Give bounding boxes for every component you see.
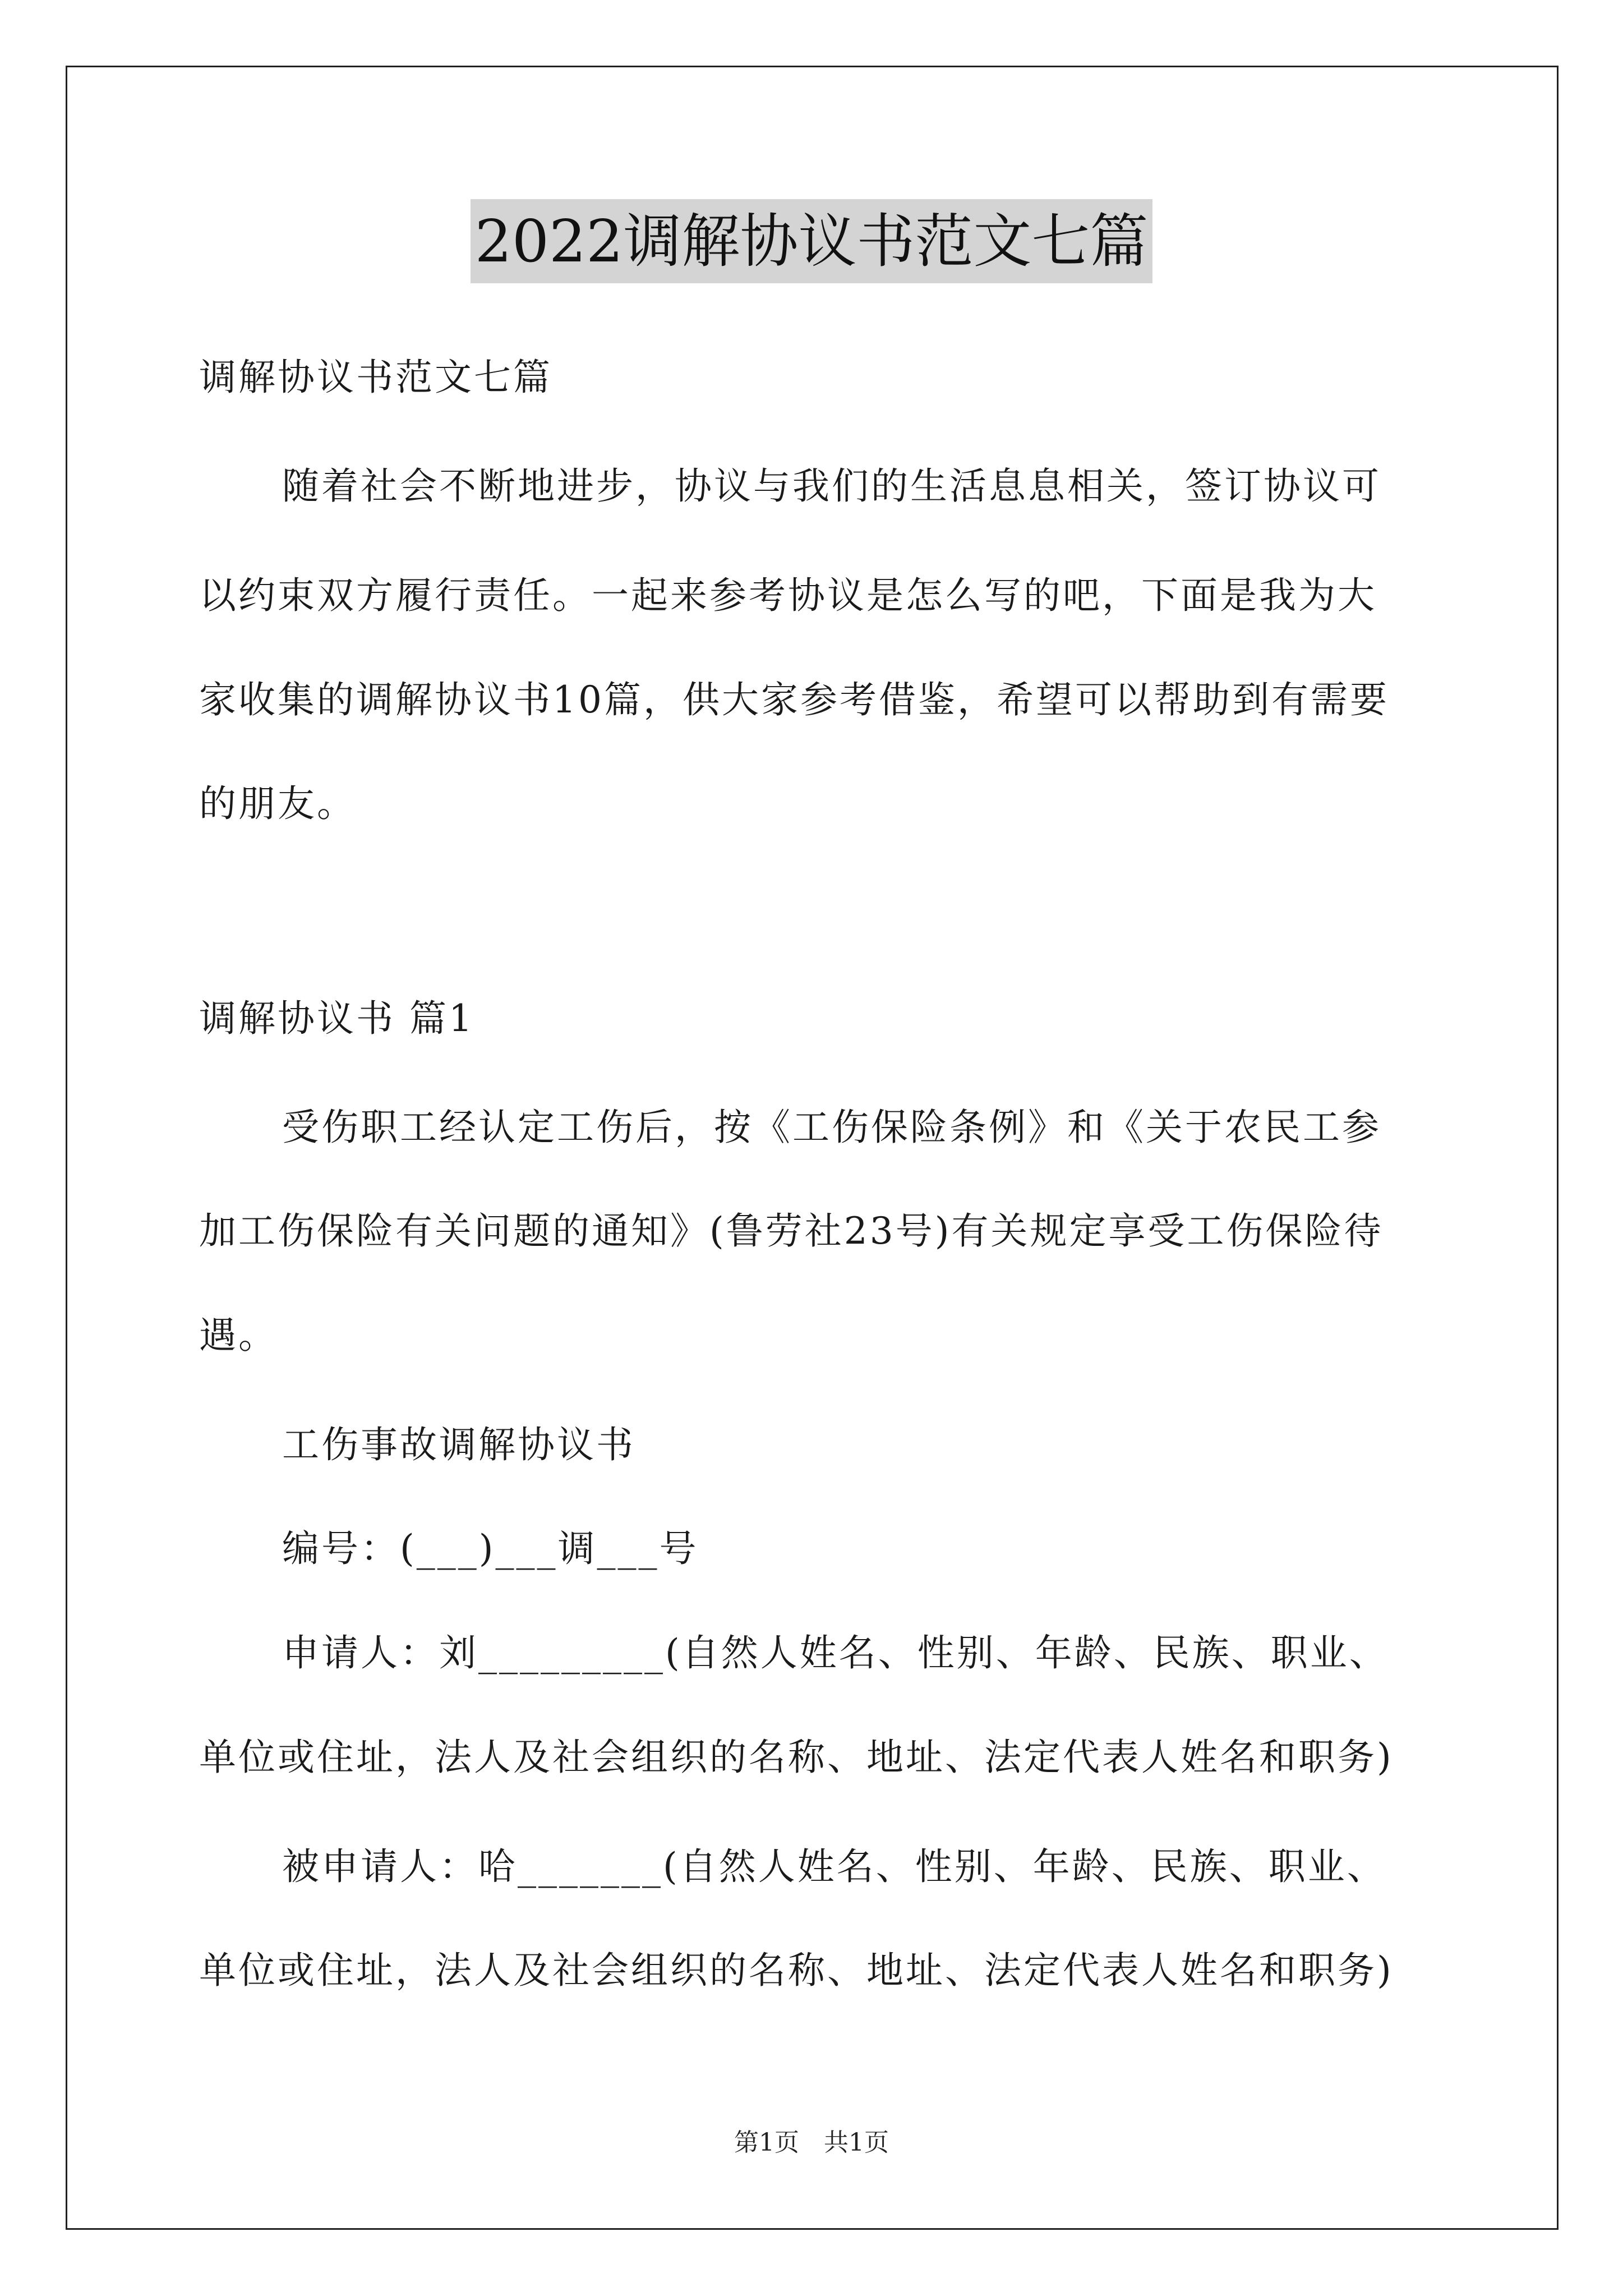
respondent-line: 被申请人：哈_______(自然人姓名、性别、年龄、民族、职业、 — [282, 1845, 1386, 1888]
page-footer: 第1页 共1页 — [734, 2128, 889, 2157]
subtitle-line: 调解协议书范文七篇 — [199, 356, 552, 399]
agreement-heading: 工伤事故调解协议书 — [282, 1423, 635, 1466]
document-title: 2022调解协议书范文七篇 — [471, 199, 1153, 283]
applicant-line: 申请人：刘_________(自然人姓名、性别、年龄、民族、职业、 — [282, 1631, 1389, 1674]
paragraph-line: 的朋友。 — [199, 782, 356, 825]
paragraph-line: 以约束双方履行责任。一起来参考协议是怎么写的吧，下面是我为大 — [199, 574, 1377, 617]
section-heading: 调解协议书 篇1 — [199, 997, 474, 1040]
paragraph-line: 家收集的调解协议书10篇，供大家参考借鉴，希望可以帮助到有需要 — [199, 678, 1389, 721]
paragraph-line: 受伤职工经认定工伤后，按《工伤保险条例》和《关于农民工参 — [282, 1106, 1381, 1149]
paragraph-line: 加工伤保险有关问题的通知》(鲁劳社23号)有关规定享受工伤保险待 — [199, 1209, 1384, 1253]
respondent-detail-line: 单位或住址，法人及社会组织的名称、地址、法定代表人姓名和职务) — [199, 1949, 1394, 1992]
paragraph-line: 遇。 — [199, 1314, 278, 1357]
title-container — [0, 199, 1623, 283]
applicant-detail-line: 单位或住址，法人及社会组织的名称、地址、法定代表人姓名和职务) — [199, 1736, 1394, 1779]
paragraph-line: 随着社会不断地进步，协议与我们的生活息息相关，签订协议可 — [282, 464, 1381, 508]
serial-number-line: 编号：(___)___调___号 — [282, 1527, 699, 1570]
